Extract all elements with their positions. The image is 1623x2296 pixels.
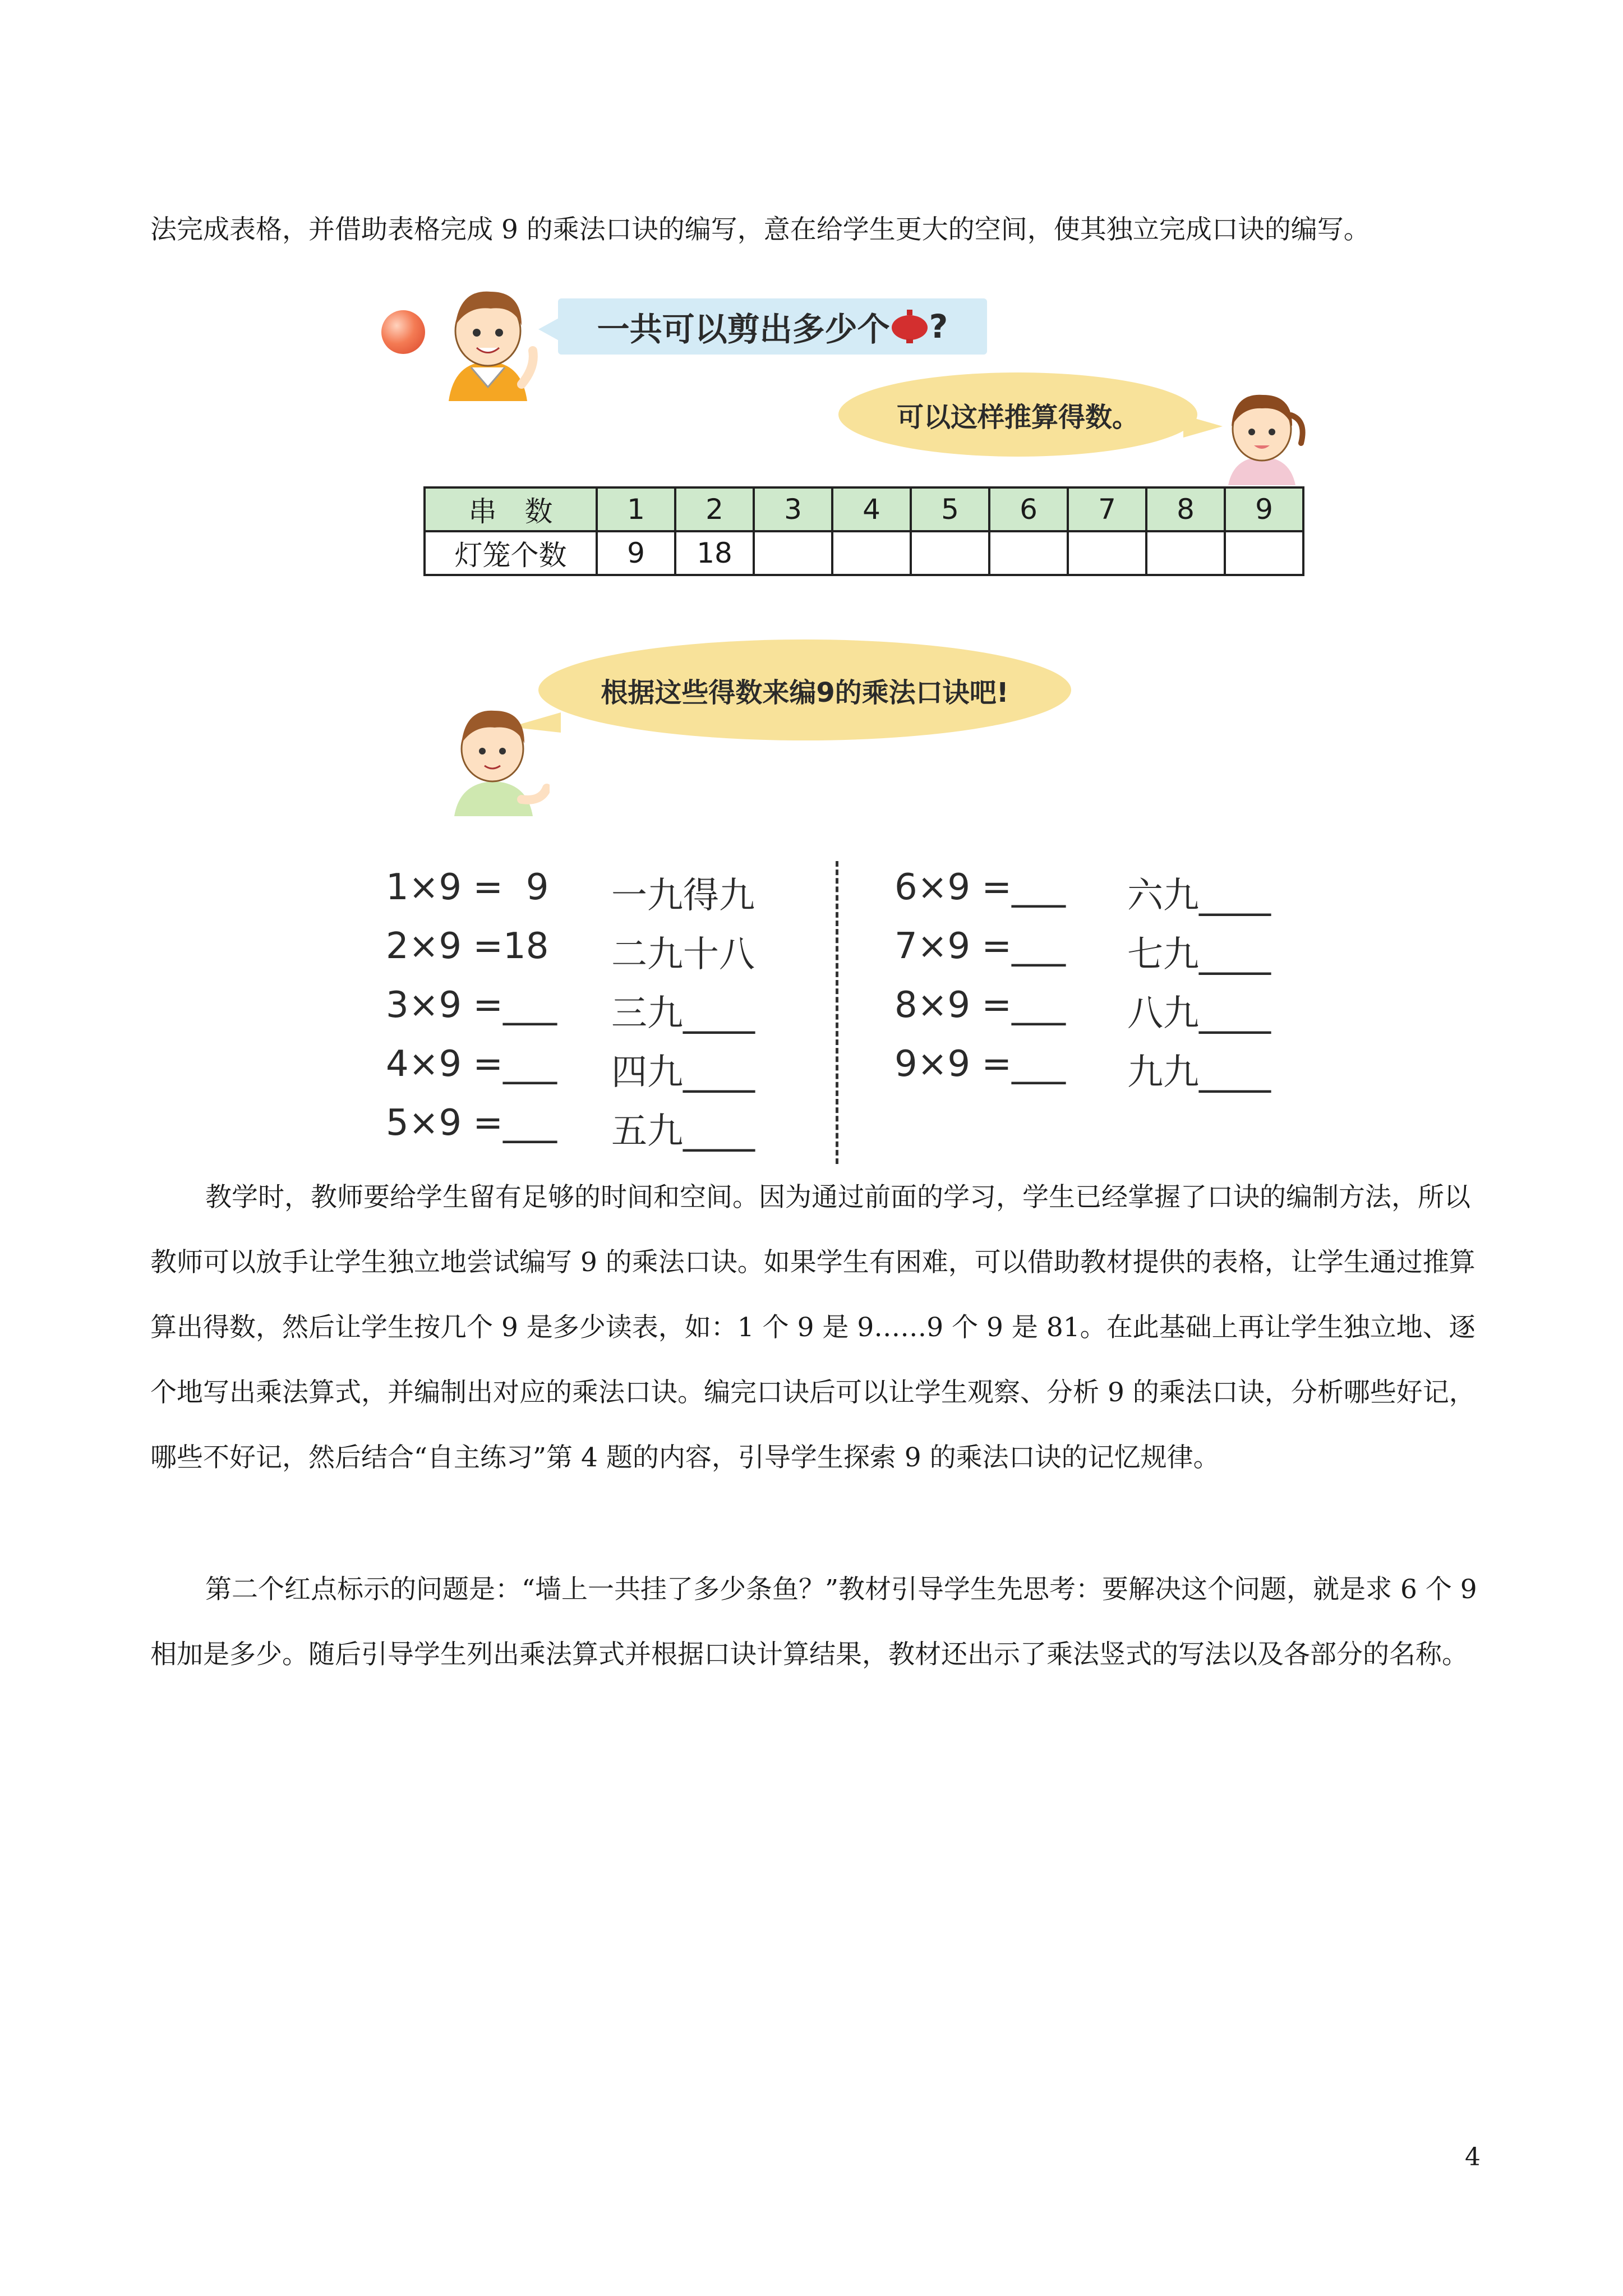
table-cell: 18	[675, 531, 754, 575]
table-row-label: 灯笼个数	[425, 531, 597, 575]
table-cell: 3	[754, 487, 832, 531]
equation: 2×9 =18	[386, 926, 549, 967]
lantern-icon	[890, 310, 929, 343]
table-cell: 7	[1068, 487, 1146, 531]
table-cell	[989, 531, 1068, 575]
equation: 1×9 = 9	[386, 867, 549, 908]
table-cell: 6	[989, 487, 1068, 531]
paragraph: 第二个红点标示的问题是：“墙上一共挂了多少条鱼？”教材引导学生先思考：要解决这个问题，就是求 6 个 9 相加是多少。随后引导学生列出乘法算式并根据口诀计算结果，教材还出示了乘法竖式的写法以及各部分的名称。	[150, 1574, 1477, 1670]
question-bubble	[558, 298, 987, 355]
girl-character-icon	[1217, 387, 1307, 485]
table-cell: 8	[1146, 487, 1225, 531]
boy-character-icon	[437, 283, 538, 401]
equation: 5×9 =___	[386, 1102, 557, 1144]
rhyme: 九九____	[1127, 1052, 1271, 1093]
table-cell	[911, 531, 989, 575]
table-row	[425, 531, 1303, 575]
dashed-divider	[836, 861, 838, 1164]
paragraph: 教学时，教师要给学生留有足够的时间和空间。因为通过前面的学习，学生已经掌握了口诀的编制方法，所以教师可以放手让学生独立地尝试编写 9 的乘法口诀。如果学生有困难，可以借助教材提供的表格，让学生通过推算算出得数，然后让学生按几个 9 是多少读表，如：1 个 9 是 9……9 个 9 是 81。在此基础上再让学生独立地、逐个地写出乘法算式，并编制出对应的乘法口诀。编完口诀后可以让学生观察、分析 9 的乘法口诀，分析哪些好记，哪些不好记，然后结合“自主练习”第 4 题的内容，引导学生探索 9 的乘法口诀的记忆规律。	[150, 1182, 1476, 1473]
table-cell: 4	[832, 487, 911, 531]
table-cell: 1	[597, 487, 675, 531]
table-cell: 5	[911, 487, 989, 531]
intro-text: 法完成表格，并借助表格完成 9 的乘法口诀的编写，意在给学生更大的空间，使其独立完成口诀的编写。	[150, 214, 1370, 245]
page-number: 4	[1465, 2143, 1481, 2171]
table-cell: 9	[1225, 487, 1303, 531]
rhyme: 一九得九	[611, 875, 755, 917]
table-cell	[1068, 531, 1146, 575]
boy-character-icon	[443, 704, 550, 816]
table-cell	[832, 531, 911, 575]
table-cell	[1146, 531, 1225, 575]
rhyme: 六九____	[1127, 875, 1271, 917]
hint-text: 可以这样推算得数。	[896, 401, 1139, 433]
table-cell	[754, 531, 832, 575]
rhyme: 八九____	[1127, 993, 1271, 1034]
rhyme: 二九十八	[611, 934, 755, 976]
equation: 8×9 =___	[895, 984, 1066, 1026]
hint-bubble	[838, 372, 1197, 457]
equation: 6×9 =___	[895, 867, 1066, 908]
rhyme: 三九____	[611, 993, 755, 1034]
table-cell: 2	[675, 487, 754, 531]
table-row-label: 串 数	[425, 487, 597, 531]
rhyme: 五九____	[611, 1111, 755, 1152]
equation: 7×9 =___	[895, 926, 1066, 967]
compile-bubble	[538, 639, 1071, 740]
question-text: 一共可以剪出多少个	[597, 310, 890, 348]
red-dot-marker	[381, 310, 425, 354]
table-cell: 9	[597, 531, 675, 575]
rhyme: 四九____	[611, 1052, 755, 1093]
table-cell	[1225, 531, 1303, 575]
equation: 4×9 =___	[386, 1043, 557, 1085]
rhyme: 七九____	[1127, 934, 1271, 976]
table-header-row	[425, 487, 1303, 531]
lantern-table	[423, 486, 1304, 576]
question-mark: ?	[929, 307, 948, 346]
equation: 3×9 =___	[386, 984, 557, 1026]
equation: 9×9 =___	[895, 1043, 1066, 1085]
compile-text: 根据这些得数来编9的乘法口诀吧!	[601, 677, 1009, 708]
